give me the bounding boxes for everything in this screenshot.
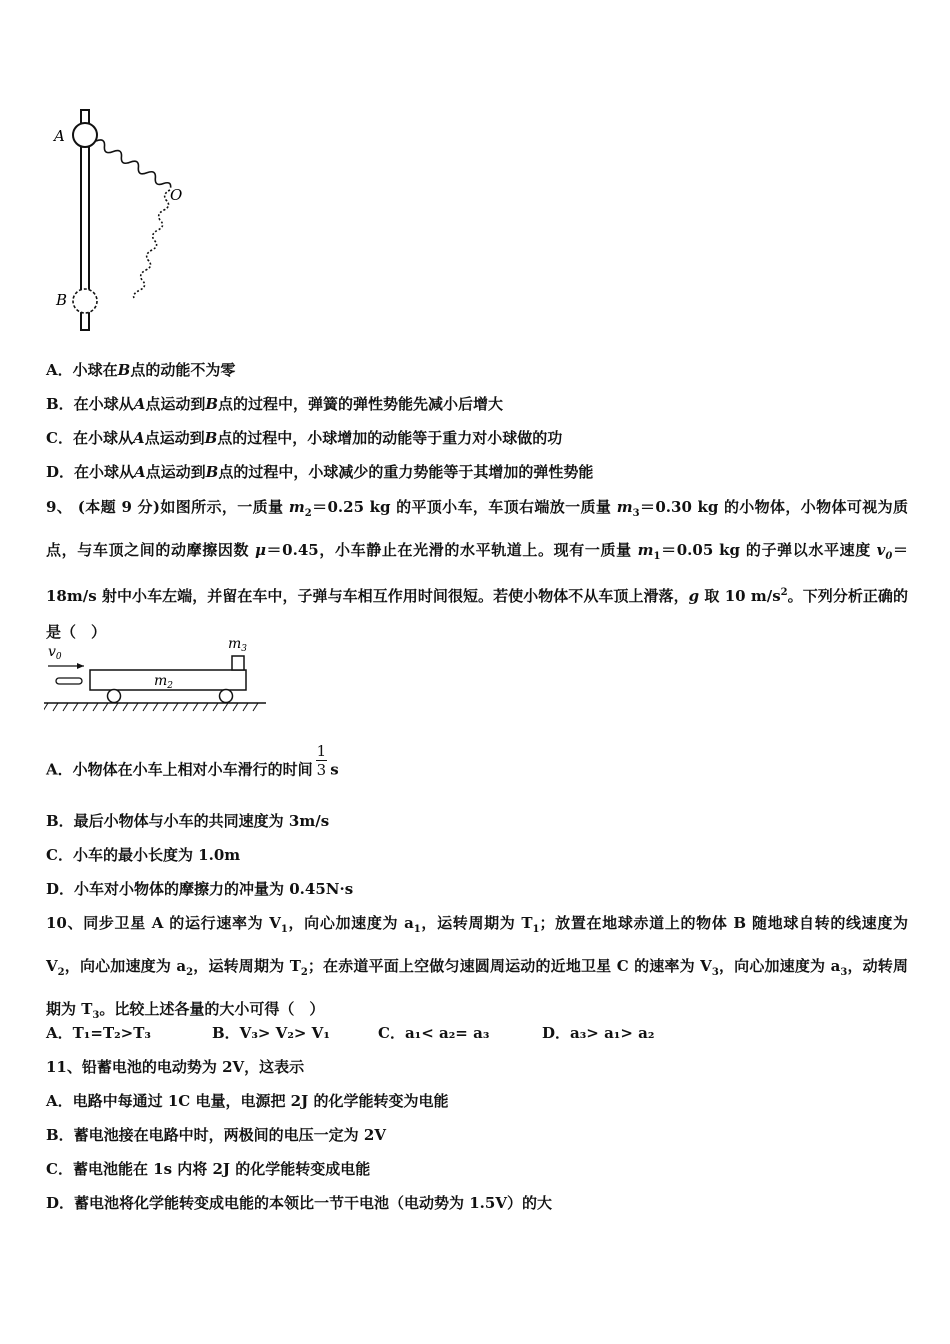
- block-m3: [232, 656, 244, 670]
- arrow-head: [77, 663, 84, 669]
- q9-option-d: D．小车对小物体的摩擦力的冲量为 0.45N·s: [46, 880, 354, 898]
- q11-option-b: B．蓄电池接在电路中时，两极间的电压一定为 2V: [46, 1126, 386, 1144]
- fraction-one-third: $\frac{1}{3}$: [316, 742, 327, 779]
- label-a: A: [54, 127, 65, 145]
- ground-hatch: [44, 703, 258, 711]
- q9-option-b: B．最后小物体与小车的共同速度为 3m/s: [46, 812, 330, 830]
- q9-stem: 9、 (本题 9 分)如图所示，一质量 $m_2=0.25$ kg 的平顶小车，车顶右端放一质量 $m_3=0.30$ kg 的小物体，小物体可视为质点，与车顶之间的动摩擦因数 μ＝0.45，小车静止在光滑的水平轨道上。现有一质量 $m_1=0.05$ kg 的子弹以水平速度 $v_0=18m/s$ 射中小车左端，并留在车中，子弹与车相互作用时间很短。若使小物体不从车顶上滑落，g 取 10 $m/s^2$。下列分析正确的是（ ）: [46, 498, 908, 641]
- spring-rod-figure: [50, 105, 200, 340]
- q11-option-d: D．蓄电池将化学能转变成电能的本领比一节干电池（电动势为 1.5V）的大: [46, 1194, 552, 1212]
- q10-stem: 10、同步卫星 A 的运行速率为 $V_1$，向心加速度为 $a_1$，运转周期为 $T_1$；放置在地球赤道上的物体 B 随地球自转的线速度为 $V_2$，向心加速度为 $a_2$，运转周期为 $T_2$；在赤道平面上空做匀速圆周运动的近地卫星 C 的速率为 $V_3$，向心加速度为 $a_3$，动转周期为 $T_3$。比较上述各量的大小可得（ ）: [46, 914, 908, 1021]
- q9-option-a: A．小物体在小车上相对小车滑行的时间 $\frac{1}{3}$ s: [46, 742, 339, 779]
- wheel-right: [220, 690, 233, 703]
- q8-option-d: D．在小球从A点运动到B点的过程中，小球减少的重力势能等于其增加的弹性势能: [46, 463, 594, 481]
- fig-m2: $m_2$: [154, 673, 174, 691]
- q9-option-c: C．小车的最小长度为 1.0m: [46, 846, 241, 864]
- q10-option-b: B．V₃> V₂> V₁: [212, 1024, 330, 1042]
- wheel-left: [108, 690, 121, 703]
- q8-option-b: B．在小球从A点运动到B点的过程中，弹簧的弹性势能先减小后增大: [46, 395, 504, 413]
- q11-option-a: A．电路中每通过 1C 电量，电源把 2J 的化学能转变为电能: [46, 1092, 449, 1110]
- q10-option-c: C．a₁< a₂= a₃: [378, 1024, 490, 1042]
- q10-option-d: D．a₃> a₁> a₂: [542, 1024, 655, 1042]
- fig-m3: $m_3$: [228, 636, 248, 654]
- q11-option-c: C．蓄电池能在 1s 内将 2J 的化学能转变成电能: [46, 1160, 371, 1178]
- q10-option-a: A．T₁=T₂>T₃: [46, 1024, 151, 1042]
- spring-dashed: [134, 190, 170, 298]
- bullet: [56, 678, 82, 684]
- q11-stem: 11、铅蓄电池的电动势为 2V，这表示: [46, 1058, 305, 1076]
- q8-option-c: C．在小球从A点运动到B点的过程中，小球增加的动能等于重力对小球做的功: [46, 429, 563, 447]
- ball-b: [73, 289, 97, 313]
- spring-solid: [94, 138, 173, 191]
- fig-v0: $v_0$: [48, 644, 62, 662]
- ball-a: [73, 123, 97, 147]
- cart-figure: [44, 636, 274, 716]
- q8-option-a: A．小球在B点的动能不为零: [46, 361, 236, 379]
- label-o: O: [170, 186, 183, 204]
- label-b: B: [56, 291, 68, 309]
